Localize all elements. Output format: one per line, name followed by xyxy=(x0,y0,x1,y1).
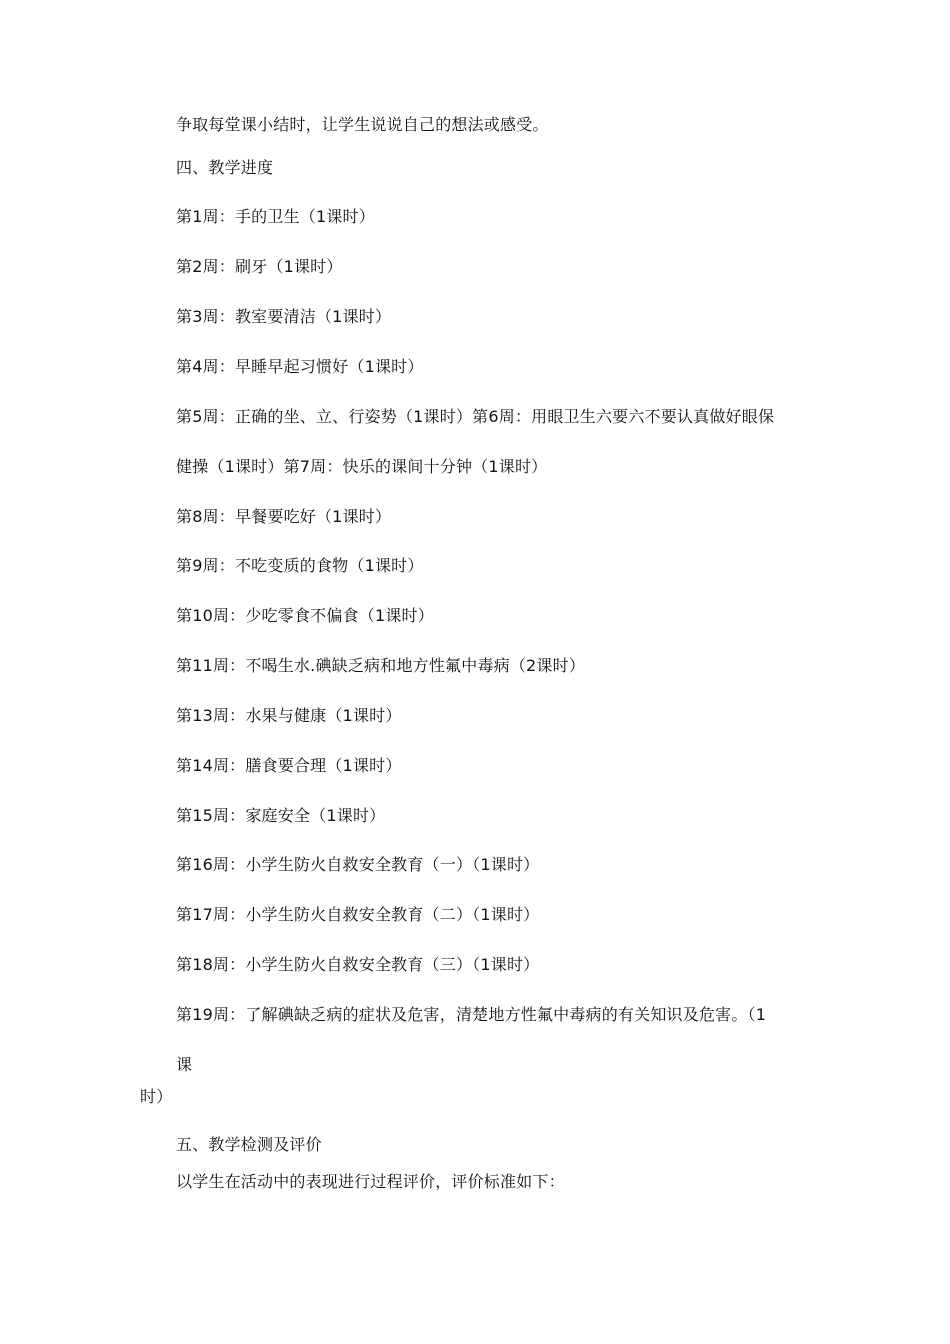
schedule-item-week-14: 第14周：膳食要合理（1课时） xyxy=(176,756,402,775)
schedule-item-week-13: 第13周：水果与健康（1课时） xyxy=(176,706,402,725)
section-heading-teaching-schedule: 四、教学进度 xyxy=(176,158,274,177)
schedule-item-week-19-end: 时） xyxy=(140,1087,173,1106)
schedule-item-week-17: 第17周：小学生防火自救安全教育（二）（1课时） xyxy=(176,905,540,924)
schedule-item-week-10: 第10周：少吃零食不偏食（1课时） xyxy=(176,606,434,625)
schedule-item-week-18: 第18周：小学生防火自救安全教育（三）（1课时） xyxy=(176,955,540,974)
paragraph-evaluation-intro: 以学生在活动中的表现进行过程评价，评价标准如下： xyxy=(176,1172,565,1191)
schedule-item-week-3: 第3周：教室要清洁（1课时） xyxy=(176,307,392,326)
schedule-item-week-19: 第19周：了解碘缺乏病的症状及危害，清楚地方性氟中毒病的有关知识及危害。（1 xyxy=(176,1005,767,1024)
schedule-item-week-15: 第15周：家庭安全（1课时） xyxy=(176,806,386,825)
schedule-item-week-16: 第16周：小学生防火自救安全教育（一）（1课时） xyxy=(176,855,540,874)
schedule-item-week-19-continued: 课 xyxy=(176,1055,193,1074)
schedule-item-week-4: 第4周：早睡早起习惯好（1课时） xyxy=(176,357,424,376)
schedule-item-week-6-7: 健操（1课时）第7周：快乐的课间十分钟（1课时） xyxy=(176,457,548,476)
schedule-item-week-8: 第8周：早餐要吃好（1课时） xyxy=(176,507,392,526)
schedule-item-week-2: 第2周：刷牙（1课时） xyxy=(176,257,343,276)
schedule-item-week-5-6: 第5周：正确的坐、立、行姿势（1课时）第6周：用眼卫生六要六不要认真做好眼保 xyxy=(176,407,775,426)
schedule-item-week-11: 第11周：不喝生水.碘缺乏病和地方性氟中毒病（2课时） xyxy=(176,656,586,675)
paragraph-summary: 争取每堂课小结时，让学生说说自己的想法或感受。 xyxy=(176,115,549,134)
schedule-item-week-1: 第1周：手的卫生（1课时） xyxy=(176,207,375,226)
schedule-item-week-9: 第9周：不吃变质的食物（1课时） xyxy=(176,556,424,575)
section-heading-evaluation: 五、教学检测及评价 xyxy=(176,1135,322,1154)
